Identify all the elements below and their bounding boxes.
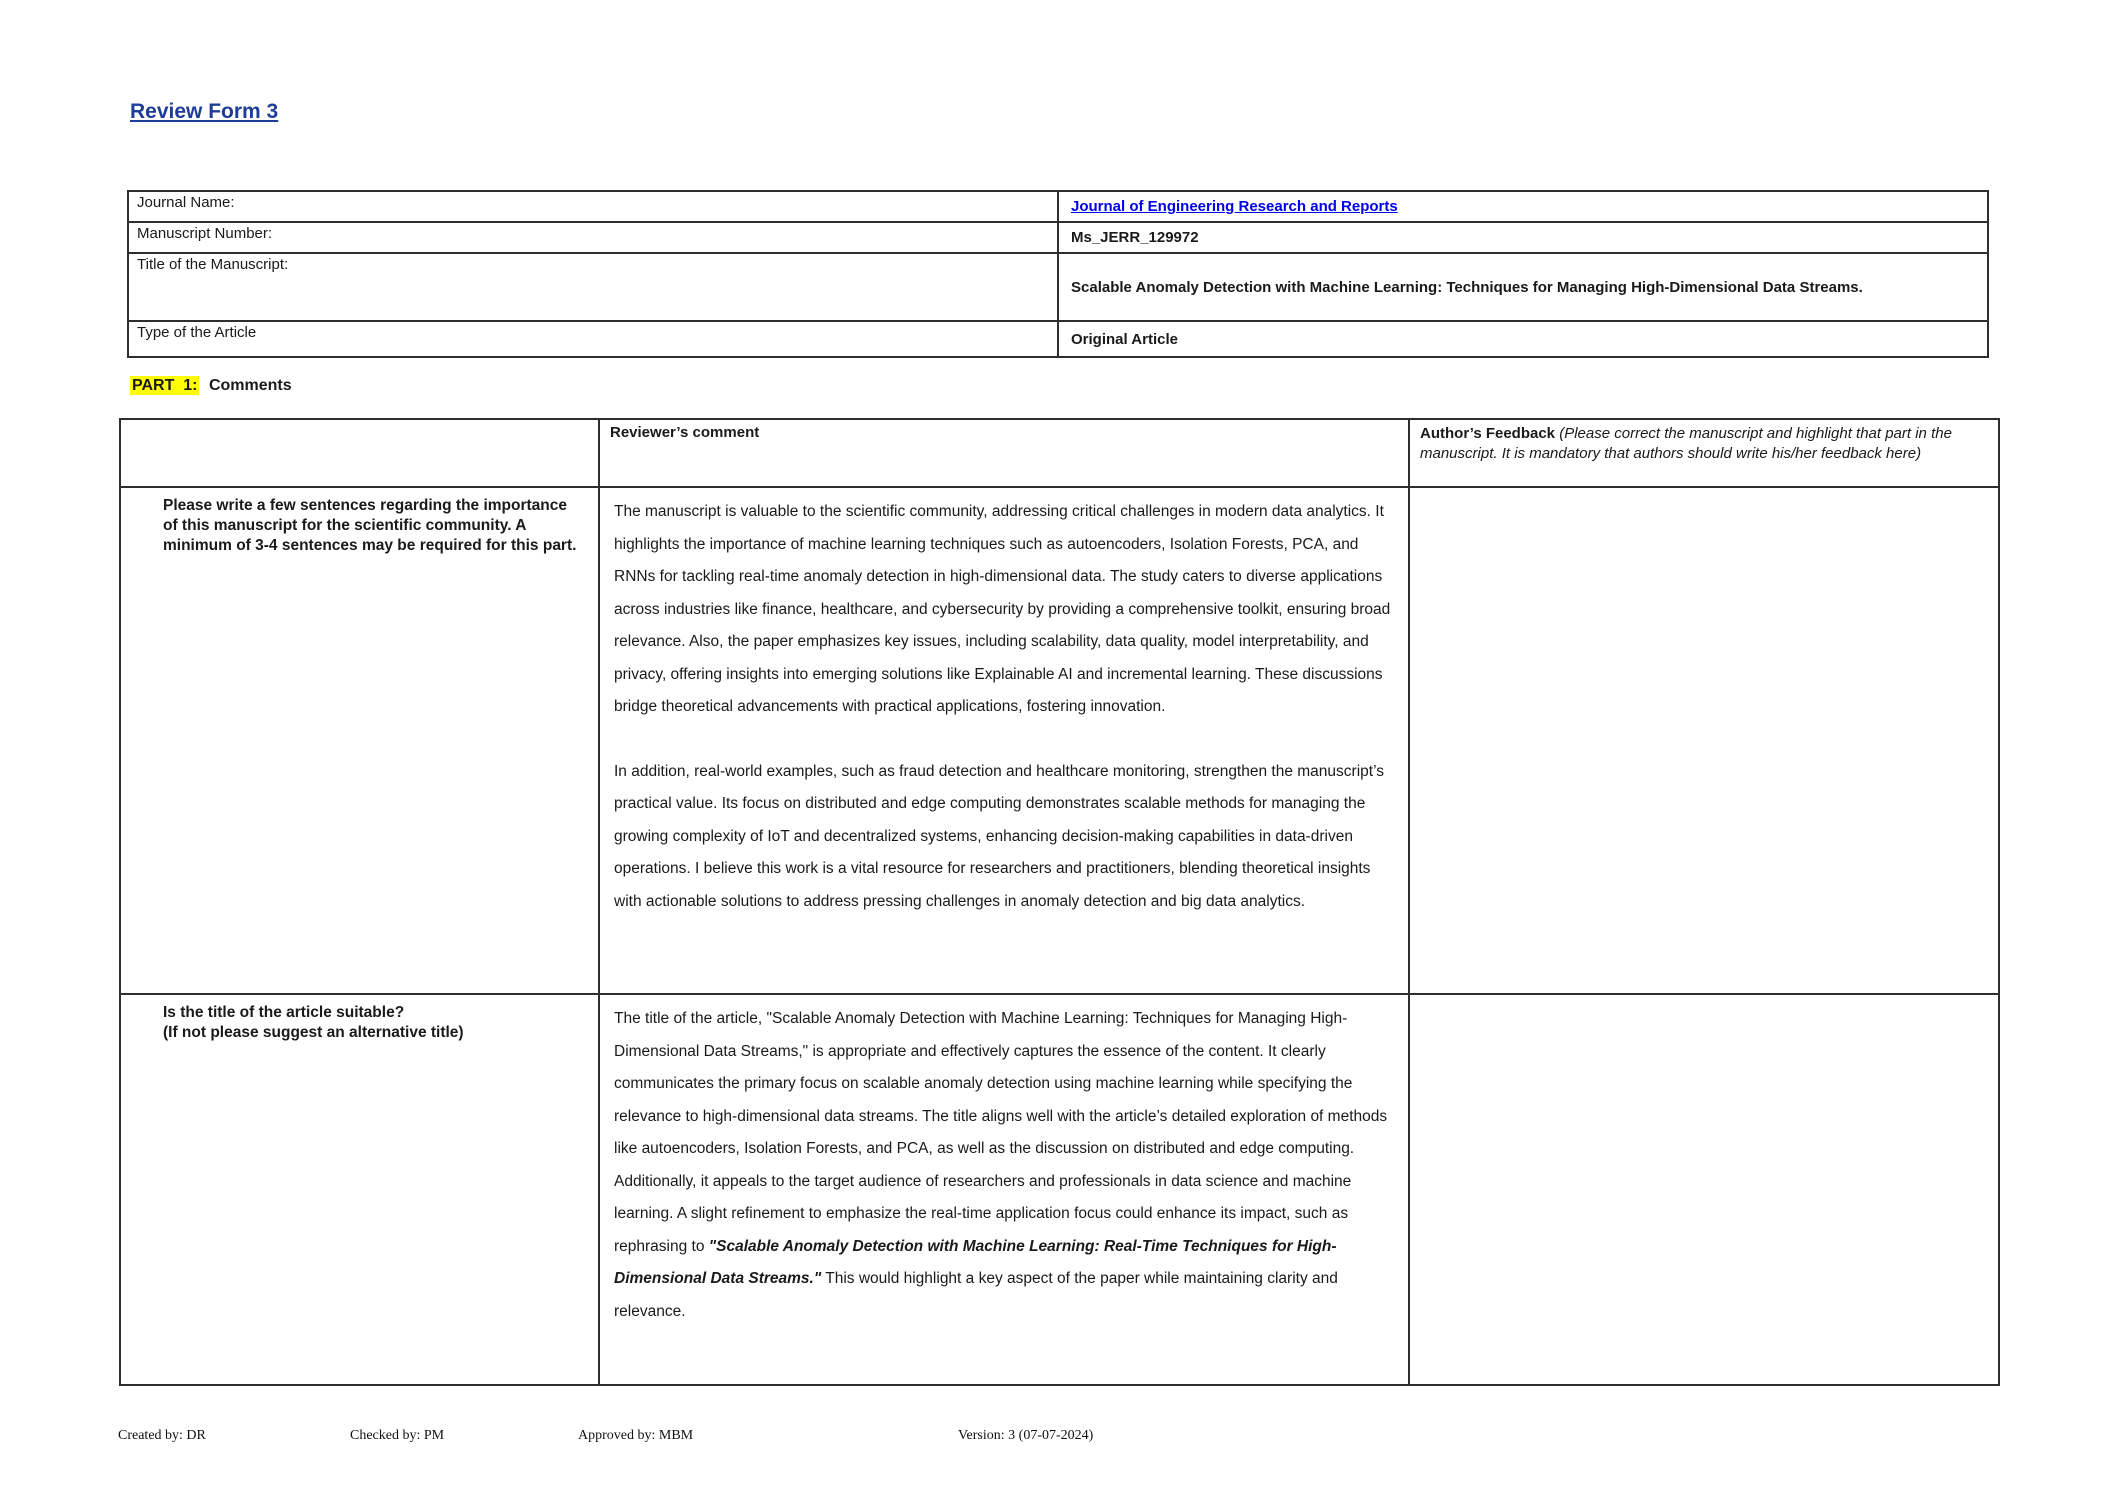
manuscript-title-label: Title of the Manuscript: bbox=[128, 253, 1058, 321]
footer-approved-by: Approved by: MBM bbox=[578, 1428, 694, 1443]
table-row-title-suitability bbox=[120, 994, 1999, 1385]
importance-reviewer-comment bbox=[599, 487, 1409, 994]
comment-text: This would highlight a key aspect of the paper while maintaining clarity and relevance. bbox=[614, 1270, 1338, 1320]
manuscript-title-value: Scalable Anomaly Detection with Machine Learning: Techniques for Managing High-Dimensional Data Streams. bbox=[1058, 253, 1988, 321]
title-suitability-question bbox=[120, 994, 599, 1385]
table-row bbox=[128, 191, 1988, 222]
comment-paragraph: The manuscript is valuable to the scientific community, addressing critical challenges in modern data analytics. It highlights the importance of machine learning techniques such as autoencoders, Isolation Forests, PCA, and RNNs for tackling real-time anomaly detection in high-dimensional data. The study caters to diverse applications across industries like finance, healthcare, and cybersecurity by providing a comprehensive toolkit, ensuring broad relevance. Also, the paper emphasizes key issues, including scalability, data quality, model interpretability, and privacy, offering insights into emerging solutions like Explainable AI and incremental learning. These discussions bridge theoretical advancements with practical applications, fostering innovation. bbox=[614, 503, 1391, 715]
header-empty-cell bbox=[120, 419, 599, 487]
comment-paragraph: In addition, real-world examples, such as fraud detection and healthcare monitoring, strengthen the manuscript’s practical value. Its focus on distributed and edge computing demonstrates scalable methods for managing the growing complexity of IoT and decentralized systems, enhancing decision-making capabilities in data-driven operations. I believe this work is a vital resource for researchers and practitioners, blending theoretical insights with actionable solutions to address pressing challenges in anomaly detection and big data analytics. bbox=[614, 762, 1384, 910]
question-line: Is the title of the article suitable? bbox=[163, 1004, 405, 1021]
footer-created-by: Created by: DR bbox=[118, 1428, 206, 1443]
manuscript-number-value: Ms_JERR_129972 bbox=[1058, 222, 1988, 253]
comment-text: Additionally, it appeals to the target audience of researchers and professionals in data science and machine learning. A slight refinement to emphasize the real-time application focus could enhance its impact, such as rephrasing to bbox=[614, 1172, 1352, 1255]
title-reviewer-comment bbox=[599, 994, 1409, 1385]
comments-header-row bbox=[120, 419, 1999, 487]
part1-heading bbox=[130, 377, 292, 395]
journal-name-value-cell bbox=[1058, 191, 1988, 222]
journal-link[interactable]: Journal of Engineering Research and Reports bbox=[1071, 198, 1398, 215]
author-feedback-cell[interactable] bbox=[1409, 994, 1999, 1385]
importance-question: Please write a few sentences regarding the importance of this manuscript for the scientific community. A minimum of 3-4 sentences may be required for this part. bbox=[120, 487, 599, 994]
table-row bbox=[128, 321, 1988, 357]
author-feedback-instructions: (Please correct the manuscript and highlight that part in the manuscript. It is mandatory that authors should write his/her feedback here) bbox=[1420, 425, 1952, 462]
table-row bbox=[128, 222, 1988, 253]
article-type-value: Original Article bbox=[1058, 321, 1988, 357]
journal-name-label: Journal Name: bbox=[128, 191, 1058, 222]
footer-checked-by: Checked by: PM bbox=[350, 1428, 445, 1443]
page-title: Review Form 3 bbox=[130, 100, 279, 123]
table-row bbox=[128, 253, 1988, 321]
part1-title: Comments bbox=[208, 377, 292, 394]
suggested-title-text: "Scalable Anomaly Detection with Machine Learning: Real-Time Techniques for High-Dimensional Data Streams." bbox=[614, 1237, 1337, 1287]
author-feedback-column-header bbox=[1409, 419, 1999, 487]
footer-version: Version: 3 (07-07-2024) bbox=[958, 1428, 1094, 1443]
comment-paragraph bbox=[614, 1166, 1392, 1329]
comments-table bbox=[119, 418, 2000, 1386]
author-feedback-label: Author’s Feedback bbox=[1420, 425, 1560, 442]
manuscript-info-table bbox=[127, 190, 1989, 358]
reviewer-comment-column-header: Reviewer’s comment bbox=[599, 419, 1409, 487]
table-row-importance bbox=[120, 487, 1999, 994]
question-line: (If not please suggest an alternative title) bbox=[163, 1024, 464, 1041]
manuscript-number-label: Manuscript Number: bbox=[128, 222, 1058, 253]
author-feedback-cell[interactable] bbox=[1409, 487, 1999, 994]
article-type-label: Type of the Article bbox=[128, 321, 1058, 357]
part1-badge: PART 1: bbox=[132, 377, 198, 394]
comment-paragraph: The title of the article, "Scalable Anomaly Detection with Machine Learning: Techniques for Managing High-Dimensional Data Streams," is appropriate and effectively captures the essence of the content. It clearly communicates the primary focus on scalable anomaly detection using machine learning while specifying the relevance to high-dimensional data streams. The title aligns well with the article’s detailed exploration of methods like autoencoders, Isolation Forests, and PCA, as well as the discussion on distributed and edge computing. bbox=[614, 1010, 1388, 1157]
